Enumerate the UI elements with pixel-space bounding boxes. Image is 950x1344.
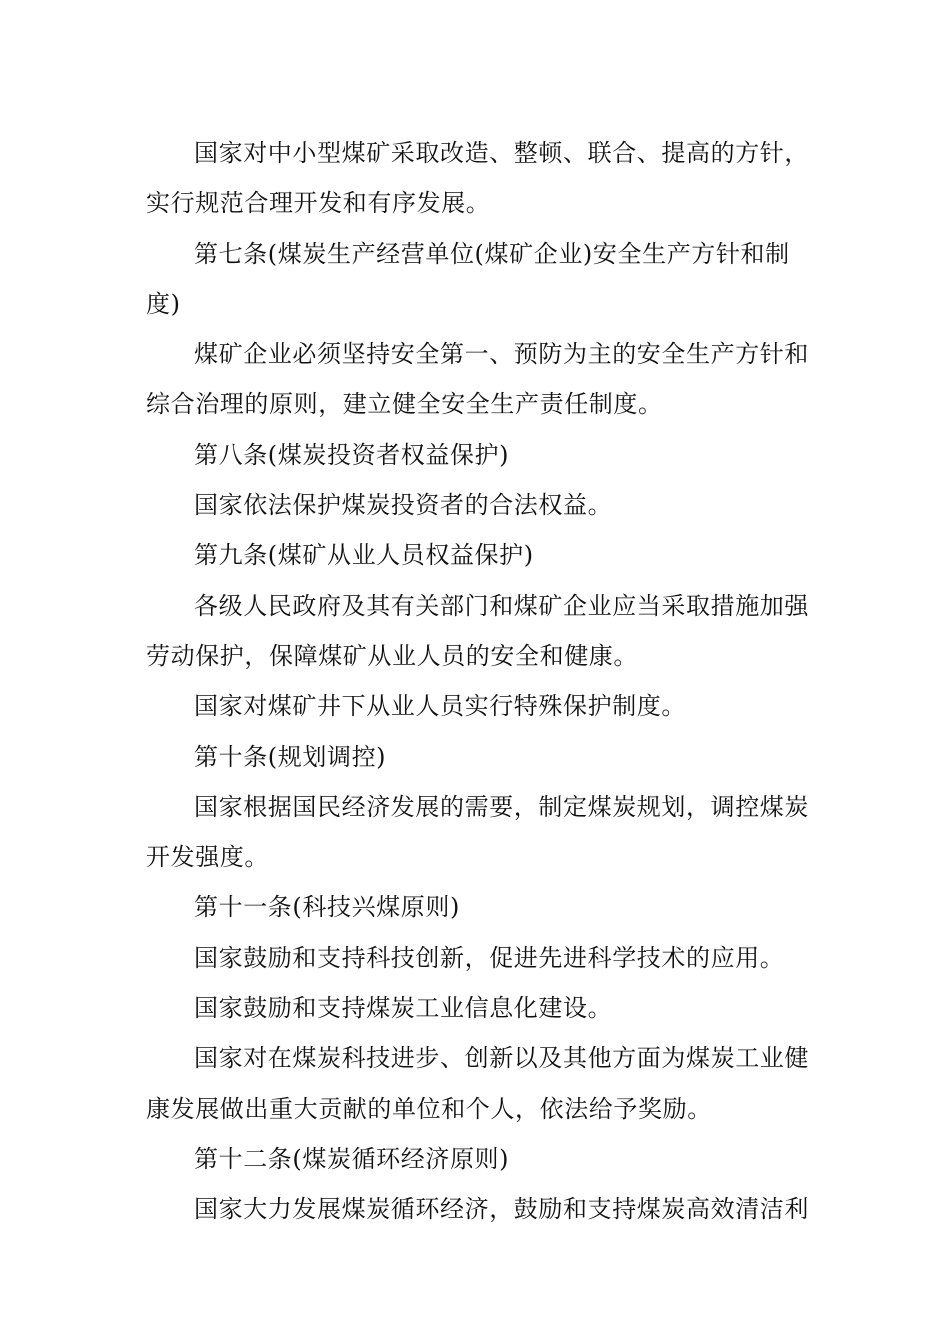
article-heading: 第八条(煤炭投资者权益保护)	[194, 440, 510, 469]
paragraph-line: 煤矿企业必须坚持安全第一、预防为主的安全生产方针和	[194, 340, 809, 369]
paragraph-line: 劳动保护，保障煤矿从业人员的安全和健康。	[146, 641, 638, 670]
paragraph-line: 国家对中小型煤矿采取改造、整顿、联合、提高的方针，	[194, 139, 809, 167]
paragraph-line: 国家依法保护煤炭投资者的合法权益。	[194, 491, 613, 520]
article-heading: 第九条(煤矿从业人员权益保护)	[194, 541, 534, 570]
article-heading: 第十一条(科技兴煤原则)	[194, 893, 460, 922]
document-body	[146, 128, 811, 1235]
article-heading: 度)	[146, 289, 181, 318]
paragraph-line: 国家对煤矿井下从业人员实行特殊保护制度。	[194, 692, 686, 721]
article-heading: 第十条(规划调控)	[194, 742, 387, 771]
paragraph-line: 国家对在煤炭科技进步、创新以及其他方面为煤炭工业健	[194, 1044, 809, 1073]
paragraph-line: 国家大力发展煤炭循环经济，鼓励和支持煤炭高效清洁利	[194, 1195, 809, 1224]
paragraph-line: 国家鼓励和支持科技创新，促进先进科学技术的应用。	[194, 943, 785, 972]
article-heading: 第七条(煤炭生产经营单位(煤矿企业)安全生产方针和制	[194, 239, 790, 268]
paragraph-line: 各级人民政府及其有关部门和煤矿企业应当采取措施加强	[194, 591, 809, 620]
paragraph-line: 康发展做出重大贡献的单位和个人，依法给予奖励。	[146, 1094, 712, 1123]
article-heading: 第十二条(煤炭循环经济原则)	[194, 1144, 510, 1173]
paragraph-line: 国家鼓励和支持煤炭工业信息化建设。	[194, 994, 613, 1023]
paragraph-line: 综合治理的原则，建立健全安全生产责任制度。	[146, 390, 663, 419]
paragraph-line: 开发强度。	[146, 843, 269, 872]
paragraph-line: 实行规范合理开发和有序发展。	[146, 189, 491, 218]
paragraph-line: 国家根据国民经济发展的需要，制定煤炭规划，调控煤炭	[194, 792, 809, 821]
